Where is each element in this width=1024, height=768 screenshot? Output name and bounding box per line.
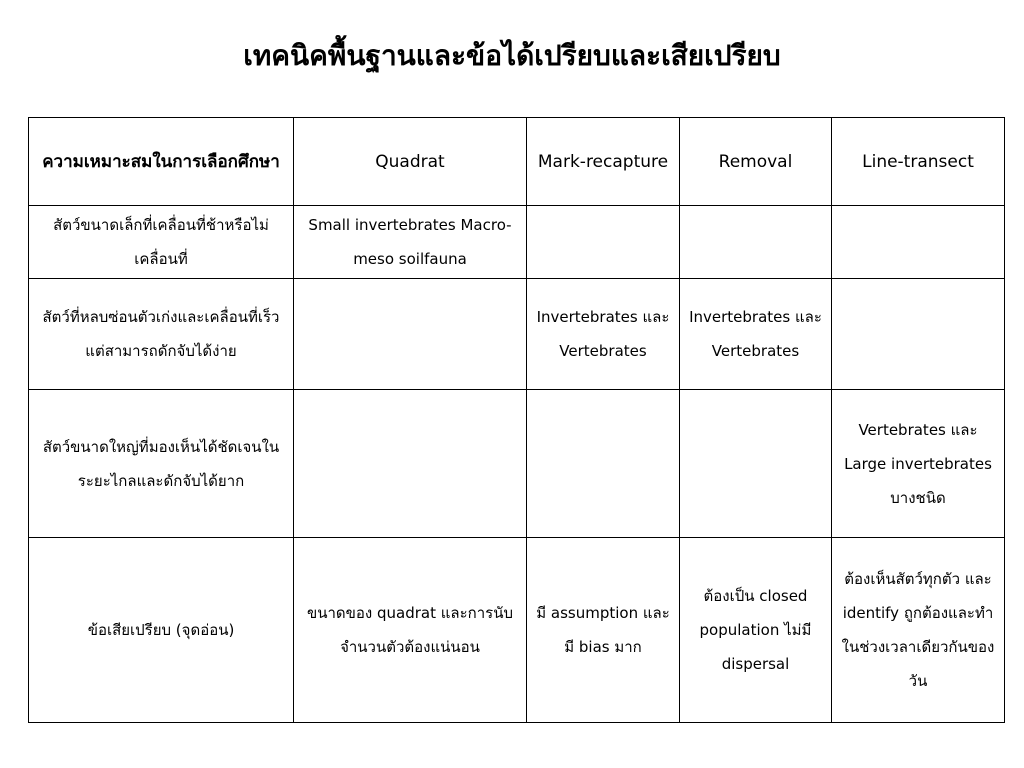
- header-mark-recapture: Mark-recapture: [527, 118, 680, 206]
- header-suitability: ความเหมาะสมในการเลือกศึกษา: [29, 118, 294, 206]
- table-cell: Vertebrates และ Large invertebrates บางชนิด: [832, 390, 1005, 538]
- table-cell: [832, 206, 1005, 279]
- table-cell: [527, 206, 680, 279]
- table-cell: ต้องเห็นสัตว์ทุกตัว และ identify ถูกต้องและทำในช่วงเวลาเดียวกันของวัน: [832, 538, 1005, 723]
- table-row: [29, 279, 1005, 390]
- header-removal: Removal: [680, 118, 832, 206]
- table-row: [29, 390, 1005, 538]
- slide-title: เทคนิคพื้นฐานและข้อได้เปรียบและเสียเปรียบ: [243, 39, 781, 72]
- table-cell: [294, 390, 527, 538]
- row-label: สัตว์ที่หลบซ่อนตัวเก่งและเคลื่อนที่เร็วแต่สามารถดักจับได้ง่าย: [29, 279, 294, 390]
- table-cell: Invertebrates และ Vertebrates: [527, 279, 680, 390]
- row-label: สัตว์ขนาดเล็กที่เคลื่อนที่ช้าหรือไม่เคลื่อนที่: [29, 206, 294, 279]
- header-line-transect: Line-transect: [832, 118, 1005, 206]
- table-cell: ขนาดของ quadrat และการนับจำนวนตัวต้องแน่นอน: [294, 538, 527, 723]
- table-cell: [832, 279, 1005, 390]
- table-cell: [527, 390, 680, 538]
- table-header-row: [29, 118, 1005, 206]
- table-row: [29, 206, 1005, 279]
- table-cell: มี assumption และมี bias มาก: [527, 538, 680, 723]
- table-row: [29, 538, 1005, 723]
- table-cell: ต้องเป็น closed population ไม่มี dispersal: [680, 538, 832, 723]
- table-cell: Small invertebrates Macro-meso soilfauna: [294, 206, 527, 279]
- table-cell: [680, 206, 832, 279]
- header-quadrat: Quadrat: [294, 118, 527, 206]
- table-cell: [680, 390, 832, 538]
- table-cell: [294, 279, 527, 390]
- comparison-table: [28, 117, 1005, 723]
- row-label: สัตว์ขนาดใหญ่ที่มองเห็นได้ชัดเจนในระยะไกลและดักจับได้ยาก: [29, 390, 294, 538]
- table-cell: Invertebrates และ Vertebrates: [680, 279, 832, 390]
- row-label: ข้อเสียเปรียบ (จุดอ่อน): [29, 538, 294, 723]
